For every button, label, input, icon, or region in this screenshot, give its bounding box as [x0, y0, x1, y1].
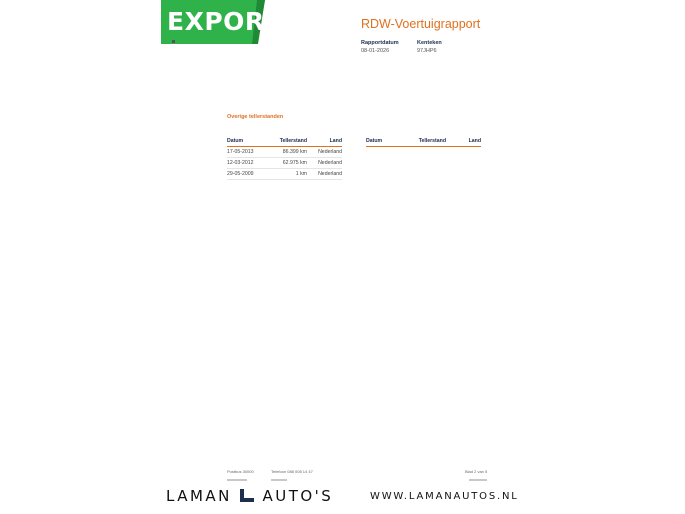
export-badge [161, 0, 282, 44]
brand-name-left: LAMAN [166, 487, 232, 505]
odometer-table [227, 138, 342, 180]
column-header-tellerstand: Tellerstand [402, 138, 446, 147]
report-date [361, 39, 399, 55]
cell-land: Nederland [307, 158, 342, 169]
table-row [227, 169, 342, 180]
column-header-tellerstand: Tellerstand [263, 138, 307, 147]
footer-second-line [227, 479, 487, 483]
cell-tellerstand: 62.975 km [263, 158, 307, 169]
table-header-row [366, 138, 481, 147]
cell-tellerstand: 1 km [263, 169, 307, 180]
table-row [227, 147, 342, 158]
license-plate [417, 39, 442, 55]
cell-tellerstand: 86.399 km [263, 147, 307, 158]
brand-name-right: AUTO'S [262, 487, 334, 505]
column-header-land: Land [446, 138, 481, 147]
header-mark [172, 40, 175, 43]
license-plate-label: Kenteken [417, 40, 442, 46]
table-row [227, 158, 342, 169]
footer-postbus: Postbus 30000 [227, 469, 254, 474]
table-header-row [227, 138, 342, 147]
footer-telefoon: Telefoon 088 008 14 47 [271, 469, 313, 474]
column-header-land: Land [307, 138, 342, 147]
brand-url[interactable]: WWW.LAMANAUTOS.NL [370, 491, 519, 502]
odometer-table-right [366, 138, 481, 147]
section-title: Overige tellerstanden [227, 114, 284, 120]
column-header-datum: Datum [366, 138, 402, 147]
brand-logo-mark-icon [240, 489, 254, 502]
column-header-datum: Datum [227, 138, 263, 147]
cell-datum: 12-03-2012 [227, 158, 263, 169]
footer-page-number: Blad 2 van 5 [465, 469, 488, 474]
report-title: RDW-Voertuigrapport [361, 17, 481, 31]
cell-land: Nederland [307, 169, 342, 180]
export-label: EXPORT [167, 7, 282, 36]
cell-datum: 17-05-2013 [227, 147, 263, 158]
cell-datum: 29-05-2009 [227, 169, 263, 180]
report-date-label: Rapportdatum [361, 40, 399, 46]
report-date-value: 08-01-2026 [361, 48, 390, 54]
brand-logo [166, 487, 333, 505]
license-plate-value: 97JHP6 [417, 48, 437, 54]
cell-land: Nederland [307, 147, 342, 158]
